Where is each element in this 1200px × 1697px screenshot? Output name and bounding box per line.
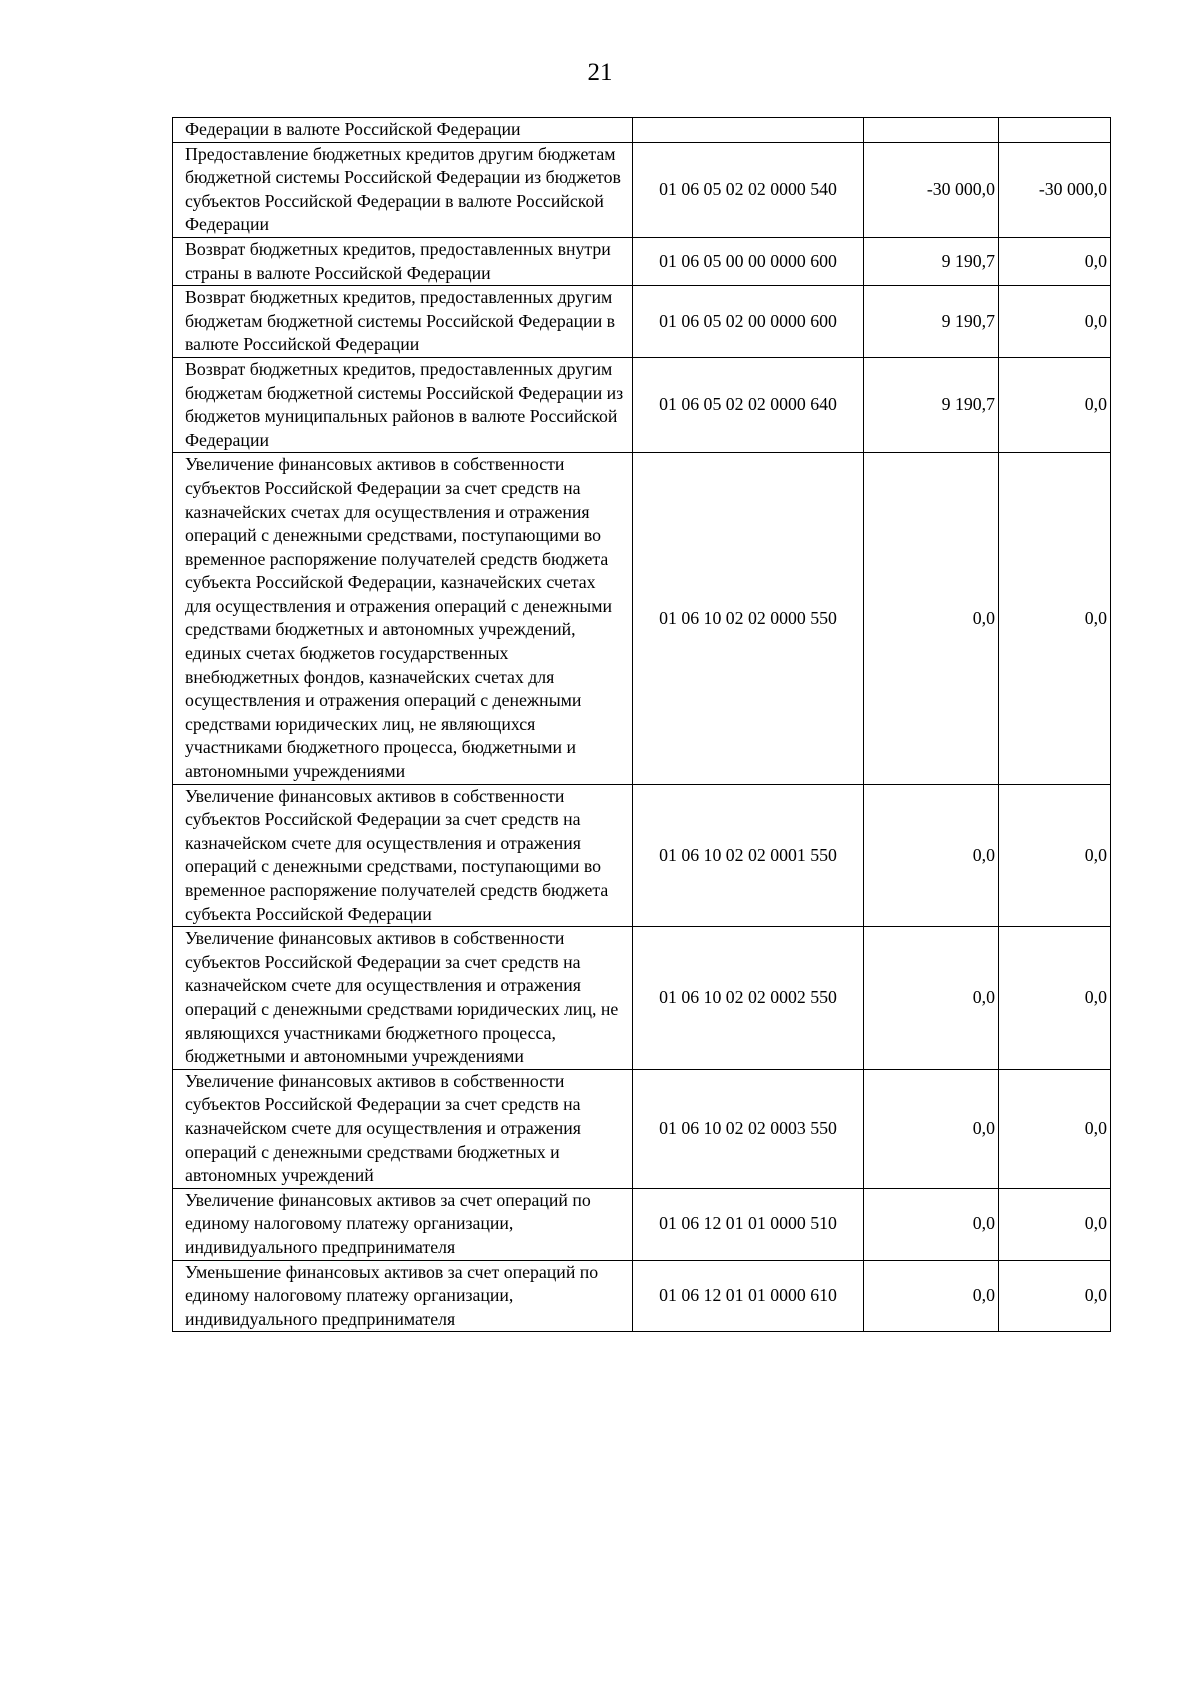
row-value-2: 0,0: [999, 1260, 1111, 1332]
row-name: Возврат бюджетных кредитов, предоставленных внутри страны в валюте Российской Федерации: [173, 237, 633, 285]
table-row: [173, 1260, 1111, 1332]
row-value-1: 9 190,7: [864, 357, 999, 452]
row-code: 01 06 05 02 00 0000 600: [633, 286, 864, 358]
row-value-2: 0,0: [999, 237, 1111, 285]
row-name: Увеличение финансовых активов в собственности субъектов Российской Федерации за счет средств на казначейском счете для осуществления и отражения операций с денежными средствами бюджетных и автономных учреждений: [173, 1069, 633, 1188]
row-code: 01 06 05 02 02 0000 540: [633, 142, 864, 237]
row-value-2: 0,0: [999, 453, 1111, 784]
row-name: Увеличение финансовых активов в собственности субъектов Российской Федерации за счет средств на казначейском счете для осуществления и отражения операций с денежными средствами, поступающими во временное распоряжение получателей средств бюджета субъекта Российской Федерации: [173, 784, 633, 927]
row-value-1: 0,0: [864, 784, 999, 927]
table-row: [173, 357, 1111, 452]
row-value-1: 9 190,7: [864, 237, 999, 285]
row-name: Федерации в валюте Российской Федерации: [173, 118, 633, 143]
sources-of-financing-table: [172, 117, 1111, 1332]
table-row: [173, 1188, 1111, 1260]
row-code: 01 06 05 02 02 0000 640: [633, 357, 864, 452]
row-name: Увеличение финансовых активов в собственности субъектов Российской Федерации за счет средств на казначейском счете для осуществления и отражения операций с денежными средствами юридических лиц, не являющихся участниками бюджетного процесса, бюджетными и автономными учреждениями: [173, 927, 633, 1070]
row-name: Увеличение финансовых активов за счет операций по единому налоговому платежу организации, индивидуального предпринимателя: [173, 1188, 633, 1260]
table-row: [173, 1069, 1111, 1188]
row-code: 01 06 12 01 01 0000 610: [633, 1260, 864, 1332]
row-value-2: [999, 118, 1111, 143]
table-row: [173, 237, 1111, 285]
row-code: 01 06 05 00 00 0000 600: [633, 237, 864, 285]
row-value-1: [864, 118, 999, 143]
row-name: Уменьшение финансовых активов за счет операций по единому налоговому платежу организации, индивидуального предпринимателя: [173, 1260, 633, 1332]
row-name: Предоставление бюджетных кредитов другим бюджетам бюджетной системы Российской Федерации из бюджетов субъектов Российской Федерации в валюте Российской Федерации: [173, 142, 633, 237]
table-row: [173, 453, 1111, 784]
table-body: [173, 118, 1111, 1332]
table-row: [173, 927, 1111, 1070]
row-value-2: 0,0: [999, 286, 1111, 358]
table-row: [173, 142, 1111, 237]
row-code: 01 06 10 02 02 0001 550: [633, 784, 864, 927]
row-code: 01 06 10 02 02 0002 550: [633, 927, 864, 1070]
row-value-1: 0,0: [864, 927, 999, 1070]
row-name: Увеличение финансовых активов в собственности субъектов Российской Федерации за счет средств на казначейских счетах для осуществления и отражения операций с денежными средствами, поступающими во временное распоряжение получателей средств бюджета субъекта Российской Федерации, казначейских счетах для осуществления и отражения операций с денежными средствами бюджетных и автономных учреждений, единых счетах бюджетов государственных внебюджетных фондов, казначейских счетах для осуществления и отражения операций с денежными средствами юридических лиц, не являющихся участниками бюджетного процесса, бюджетными и автономными учреждениями: [173, 453, 633, 784]
row-value-2: 0,0: [999, 357, 1111, 452]
row-value-2: 0,0: [999, 784, 1111, 927]
row-code: 01 06 10 02 02 0000 550: [633, 453, 864, 784]
row-code: 01 06 10 02 02 0003 550: [633, 1069, 864, 1188]
table-row: [173, 118, 1111, 143]
row-value-1: 0,0: [864, 1260, 999, 1332]
row-value-1: 9 190,7: [864, 286, 999, 358]
row-value-2: 0,0: [999, 1069, 1111, 1188]
row-value-1: -30 000,0: [864, 142, 999, 237]
table-row: [173, 286, 1111, 358]
table-row: [173, 784, 1111, 927]
row-name: Возврат бюджетных кредитов, предоставленных другим бюджетам бюджетной системы Российской Федерации в валюте Российской Федерации: [173, 286, 633, 358]
row-value-1: 0,0: [864, 1188, 999, 1260]
row-value-2: 0,0: [999, 927, 1111, 1070]
row-name: Возврат бюджетных кредитов, предоставленных другим бюджетам бюджетной системы Российской Федерации из бюджетов муниципальных районов в валюте Российской Федерации: [173, 357, 633, 452]
row-value-2: 0,0: [999, 1188, 1111, 1260]
row-value-1: 0,0: [864, 453, 999, 784]
row-value-2: -30 000,0: [999, 142, 1111, 237]
row-code: 01 06 12 01 01 0000 510: [633, 1188, 864, 1260]
row-value-1: 0,0: [864, 1069, 999, 1188]
row-code: [633, 118, 864, 143]
page-number: 21: [587, 59, 613, 86]
